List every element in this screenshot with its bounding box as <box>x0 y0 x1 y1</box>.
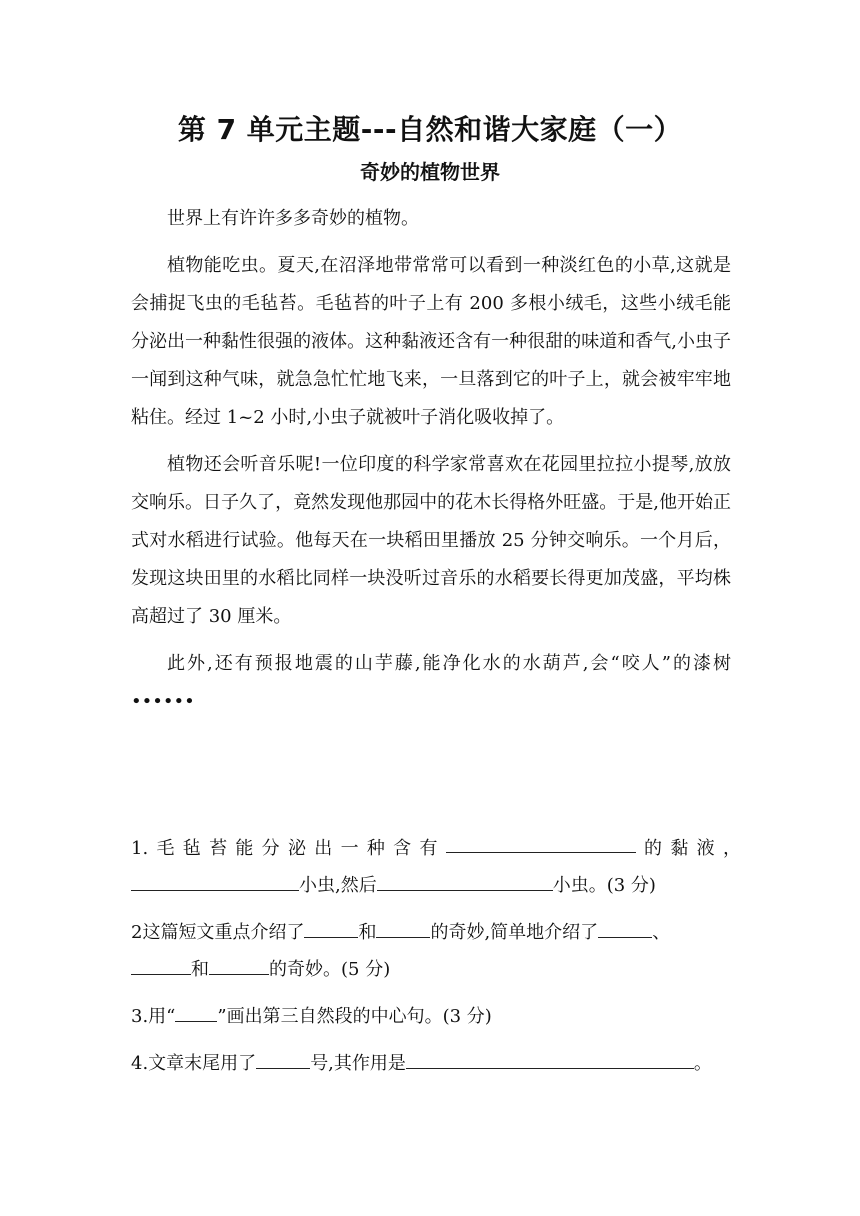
question-text: ”画出第三自然段的中心句。(3 分) <box>217 1006 492 1027</box>
question-char: 种 <box>366 838 385 859</box>
answer-blank[interactable] <box>406 1046 694 1069</box>
answer-blank[interactable] <box>376 915 430 938</box>
paragraph-2: 植物能吃虫。夏天,在沼泽地带常常可以看到一种淡红色的小草,这就是会捕捉飞虫的毛毡苔。毛毡苔的叶子上有 200 多根小绒毛，这些小绒毛能分泌出一种黏性很强的液体。这种黏液还含有一种很甜的味道和香气,小虫子一闻到这种气味，就急急忙忙地飞来，一旦落到它的叶子上，就会被牢牢地粘住。经过 1~2 小时,小虫子就被叶子消化吸收掉了。 <box>131 255 731 428</box>
question-char: 泌 <box>287 838 306 859</box>
question-text: 小虫,然后 <box>299 875 377 896</box>
question-char: 毡 <box>182 838 201 859</box>
question-4 <box>131 1045 741 1082</box>
question-text: 的奇妙,简单地介绍了 <box>430 922 599 943</box>
question-char: 苔 <box>209 838 228 859</box>
answer-blank[interactable] <box>131 868 299 891</box>
answer-blank[interactable] <box>304 915 358 938</box>
question-number: 1. <box>131 838 149 859</box>
question-char: 有 <box>419 838 438 859</box>
question-char: 的 <box>644 838 663 859</box>
question-text: 、 <box>652 922 671 943</box>
paragraph-3: 植物还会听音乐呢!一位印度的科学家常喜欢在花园里拉拉小提琴,放放交响乐。日子久了，竟然发现他那园中的花木长得格外旺盛。于是,他开始正式对水稻进行试验。他每天在一块稻田里播放 25 分钟交响乐。一个月后，发现这块田里的水稻比同样一块没听过音乐的水稻要长得更加茂盛，平均株高超过了 30 厘米。 <box>131 454 731 627</box>
question-char: 能 <box>235 838 254 859</box>
page-title: 第 7 单元主题---自然和谐大家庭（一） <box>177 113 683 146</box>
question-1 <box>131 830 741 904</box>
question-char: 毛 <box>156 838 175 859</box>
answer-blank[interactable] <box>131 952 191 975</box>
question-char: 分 <box>261 838 280 859</box>
question-text: 4.文章末尾用了 <box>131 1053 257 1074</box>
question-char: 含 <box>393 838 412 859</box>
article-body <box>131 200 731 730</box>
question-text: 2这篇短文重点介绍了 <box>131 922 305 943</box>
answer-blank[interactable] <box>209 952 269 975</box>
question-section <box>131 830 741 1092</box>
answer-blank[interactable] <box>256 1046 310 1069</box>
article-title: 奇妙的植物世界 <box>360 160 500 184</box>
question-text: 的奇妙。(5 分) <box>269 959 391 980</box>
question-text: 小虫。(3 分) <box>552 875 656 896</box>
question-text: 3.用“ <box>131 1006 176 1027</box>
question-char: 液 <box>696 838 715 859</box>
answer-blank[interactable] <box>175 999 217 1022</box>
question-char: 一 <box>340 838 359 859</box>
question-1-line-2 <box>131 875 656 896</box>
question-text: 号,其作用是 <box>310 1053 406 1074</box>
question-text: 和 <box>191 959 209 980</box>
paragraph-4: 此外,还有预报地震的山芋藤,能净化水的水葫芦,会“咬人”的漆树•••••• <box>131 653 731 712</box>
answer-blank[interactable] <box>377 868 553 891</box>
question-3 <box>131 998 741 1035</box>
answer-blank[interactable] <box>446 830 636 853</box>
question-1-line-1 <box>131 830 741 867</box>
question-2 <box>131 914 741 988</box>
question-text: 和 <box>358 922 377 943</box>
question-char: ， <box>722 838 741 859</box>
question-text: 。 <box>693 1053 712 1074</box>
question-char: 黏 <box>670 838 689 859</box>
question-char: 出 <box>314 838 333 859</box>
paragraph-1: 世界上有许许多多奇妙的植物。 <box>167 208 419 229</box>
answer-blank[interactable] <box>598 915 652 938</box>
